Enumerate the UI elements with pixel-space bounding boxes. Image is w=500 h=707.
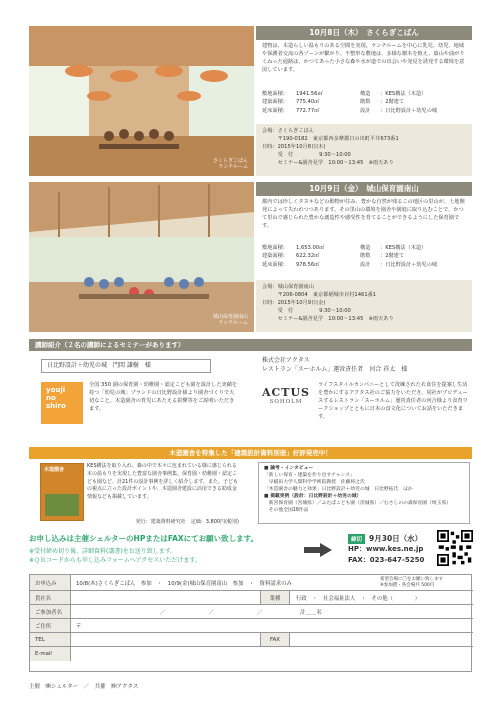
event1-venue-box: [256, 124, 472, 176]
venue-line: 受 付 9:30～10:00: [262, 152, 351, 159]
form-label: 貴社名: [30, 591, 71, 604]
fact-key: 建築面積：: [262, 99, 288, 106]
fact-row: [262, 98, 468, 106]
fact-row: [262, 90, 468, 98]
qr-code-icon[interactable]: [437, 530, 473, 566]
event2-header: 10月9日（金） 城山保育園南山: [256, 182, 472, 196]
fact-key: 延床面積：: [262, 261, 288, 268]
form-label: FAX: [260, 633, 290, 646]
venue-line: 日時：2015年10月9日(金): [262, 300, 326, 307]
venue-line: 〒206-0804 東京都稲城市百村1461番1: [262, 292, 377, 299]
fact-key: 階数: [360, 99, 371, 106]
photo-caption-line: さくらぎこばん: [212, 158, 248, 164]
organizer-line: 主催 ㈱シェルター ／ 共催 ㈱アクタス: [29, 684, 139, 690]
fact-key: 設計: [360, 261, 371, 268]
hp-link[interactable]: HP：www.kes.ne.jp: [348, 545, 424, 553]
form-row-company: [30, 591, 473, 605]
form-label: ご住所: [30, 619, 71, 632]
tel-field[interactable]: [72, 633, 260, 646]
fact-value: ：2階建て: [380, 99, 405, 106]
form-row-tel-fax: [30, 633, 473, 647]
book-list-heading: ■ 論考・インタビュー: [264, 466, 314, 471]
fact-value: ：KES構法（木造）: [380, 245, 427, 251]
event2-photo-caption: [213, 314, 248, 326]
fact-key: 建築面積：: [262, 253, 288, 260]
form-row-attendees: [30, 605, 473, 619]
venue-line: 日時：2015年10月8日(木): [262, 144, 326, 151]
book-cover-title: 木造園舎: [44, 467, 65, 473]
photo-caption-line: ランチルーム: [218, 164, 248, 170]
logo-text: youji: [46, 386, 66, 394]
lecturer-left-name: 日比野設計＋幼児の城 門間 謙樹 様: [41, 359, 211, 373]
photo-caption-line: 城山保育園南山: [212, 314, 248, 320]
fact-row: [262, 107, 468, 115]
fact-value: 772.77㎡: [296, 107, 320, 114]
form-row-email: [30, 647, 473, 661]
event1-header: 10月8日（木） さくらぎこばん: [256, 26, 472, 40]
lecturer-right-name: レストラン「スーホルム」運営責任者 河合 祥太 様: [262, 366, 408, 373]
company-field[interactable]: [72, 591, 260, 604]
fact-key: 敷地面積：: [262, 91, 288, 97]
venue-line: 会場：さくらぎこばん: [262, 128, 314, 134]
fact-value: ：2階建て: [380, 253, 405, 260]
fact-value: ：KES構法（木造）: [380, 91, 427, 97]
youji-no-shiro-logo: [41, 382, 83, 424]
book-cover-photo: [45, 494, 79, 516]
fact-row: [262, 261, 468, 269]
fact-key: 階数: [360, 253, 371, 260]
fact-value: ：日比野設計＋幼児の城: [380, 107, 438, 114]
email-field[interactable]: [72, 647, 470, 661]
form-label: E-mail: [30, 647, 71, 661]
nursery-lunchroom-photo: [29, 182, 254, 332]
application-form: [29, 574, 472, 672]
fact-value: 1,653.00㎡: [296, 245, 325, 251]
book-list-item: 新宮保育園（宮城県）／ふたばこども園（茨城県）／むさしのの森保育園（埼玉県）: [264, 500, 452, 506]
nursery-lunchroom-photo: [29, 26, 254, 176]
apply-headline: お申し込みは主催シェルターのHPまたはFAXにてお願い致します。: [29, 534, 259, 543]
form-row-address: [30, 619, 473, 633]
logo-text: no: [46, 394, 56, 403]
deadline-tag: 締切: [348, 534, 365, 544]
event2-photo: [29, 182, 254, 332]
book-price: 発行：建築資料研究社 定価：3,800円(税別): [135, 519, 239, 525]
business-type-choices[interactable]: 行政 ・ 社会福祉法人 ・ その他（ ）: [296, 595, 420, 602]
form-label: ご参加者名: [30, 605, 71, 618]
fax-number: FAX：023-647-5250: [348, 556, 425, 564]
apply-note: ※受付締め切り後、詳細資料(講書)をお送り致します。: [29, 548, 177, 555]
fact-key: 設計: [360, 107, 371, 114]
venue-line: 受 付 9:30～10:00: [262, 308, 351, 315]
fact-key: 構造: [360, 91, 371, 97]
photo-caption-line: ランチルーム: [218, 320, 248, 326]
actus-soholm-logo: [258, 386, 314, 405]
fact-key: 敷地面積：: [262, 245, 288, 251]
event2-facts: [262, 244, 468, 269]
fact-value: ：日比野設計＋幼児の城: [380, 261, 438, 268]
session-note-line: ※参加費・各会場共 500円: [380, 582, 435, 588]
book-list-heading: ■ 掲載実例（設計：日比野設計＋幼児の城）: [264, 493, 362, 499]
event2-description: 都内では珍しくタヌキなどの動物が住み、豊かな自然が残るこの地区の里山が、土地開発によって失われつつあります。その里山の環境を園舎や園庭に取り込むことで、かつて里山で感じられた豊かな創造性や感受性を育てることができるようにした保育園です。: [262, 199, 465, 230]
book-list-item: 早稲田大学人間科学学術院教授 佐藤将之氏: [264, 479, 365, 485]
book-list-item: 「木造園舎の魅力と効果」日比野設計＋幼児の城 日比野拓氏 ほか: [264, 486, 413, 492]
fact-key: 構造: [360, 245, 371, 251]
book-cover-image: [40, 463, 84, 521]
fax-field[interactable]: [292, 633, 470, 646]
form-row-session: [30, 575, 473, 591]
fact-value: 978.56㎡: [296, 261, 320, 268]
fact-row: [262, 244, 468, 252]
event1-facts: [262, 90, 468, 115]
event2-venue-box: [256, 280, 472, 332]
fact-key: 延床面積：: [262, 107, 288, 114]
fact-row: [262, 252, 468, 260]
book-section-header: 木造園舎を特集した「建築設計資料別冊」好評発売中！: [29, 447, 472, 459]
venue-line: セミナー&園舎見学 10:00～13:45 ※雨天あり: [262, 316, 394, 323]
fact-value: 622.32㎡: [296, 253, 320, 260]
event1-photo: [29, 26, 254, 176]
book-contents-box: [258, 462, 470, 524]
book-list-item: 「新しい保育・建築を作り出すチャンス」: [264, 472, 355, 478]
form-label: TEL: [30, 633, 71, 646]
attendee-names-field[interactable]: ／ ／ ／ 計＿＿名: [160, 609, 322, 616]
lecturer-left-description: 全国 350 園の保育園・幼稚園・認定こども園を設計した実績を持つ「幼児の城」ブランドの日比野設計様より園舎づくりで大切なこと、木造園舎の育児にあたえる影響等をご説明いただきます。: [89, 382, 238, 413]
form-label: お申込み: [30, 575, 71, 590]
fact-value: 1941.56㎡: [296, 91, 323, 97]
venue-line: 会場：城山保育園南山: [262, 284, 314, 290]
fact-value: 775.40㎡: [296, 99, 320, 106]
venue-line: 〒190-0182 東京都西多摩郡日の出町平井673番1: [262, 136, 399, 143]
arrow-right-icon: [304, 543, 332, 557]
logo-text: ACTUS: [261, 386, 310, 399]
lecturer-section-header: 講師紹介（２名の講師によるセミナーがあります）: [29, 339, 472, 351]
book-list-item: その他全国18作品: [264, 507, 309, 513]
session-note: [380, 575, 470, 590]
book-description: KES構法を取り入れ、森の中で木々に包まれている様に感じられる木の温もりを実現した豊富な園舎事例集。保育園・幼稚園・認定こども園など、計21件の設計事例を詳しく紹介します。また、子どもの視点に立った設計ポイントや、木造園舎建設に活用できる助成金情報なども掲載しています。: [87, 463, 238, 500]
event1-description: 建物は、木造らしい温もりのある空間を実現。ランチルームを中心に乳児、幼児、地域や保護者交流の各ゾーンが繋がり、不整形な敷地は、多様な樹木を植え、築山や曲がりくねった通路は、かつてあった小さな森や水が道での出会いや発見を誘発する環境を意図しています。: [262, 43, 465, 74]
logo-text: shiro: [46, 402, 66, 411]
address-field[interactable]: 〒: [76, 623, 82, 630]
session-note-line: 希望会場に〇をお願い致します: [380, 576, 443, 582]
deadline: [348, 533, 422, 544]
deadline-date: 9月30日（水）: [369, 534, 423, 543]
lecturer-right-description: ライフスタイルカンパニーとして洗練された衣食住を提案し生活を豊かにするアクタス社のご協力をいただき、同社がプロデュースするレストラン「スーホルム」運営責任者の河合様より食育ワークショップとともに日本の食文化についてお話をいただきます。: [318, 382, 468, 421]
form-label: 業種: [260, 591, 290, 604]
logo-text: SOHOLM: [269, 399, 303, 405]
session-choices[interactable]: 10/8(木)さくらぎこばん 参加 ・ 10/9(金)城山保育園南山 参加 ・ 資料請求のみ: [76, 580, 292, 587]
apply-note: ※ＱＲコードからも申し込みフォームへアクセスいただけます。: [29, 557, 201, 564]
event1-photo-caption: [213, 158, 248, 170]
lecturer-right-company: 株式会社アクタス: [262, 357, 310, 364]
venue-line: セミナー&園舎見学 10:00～13:45 ※雨天あり: [262, 160, 394, 167]
